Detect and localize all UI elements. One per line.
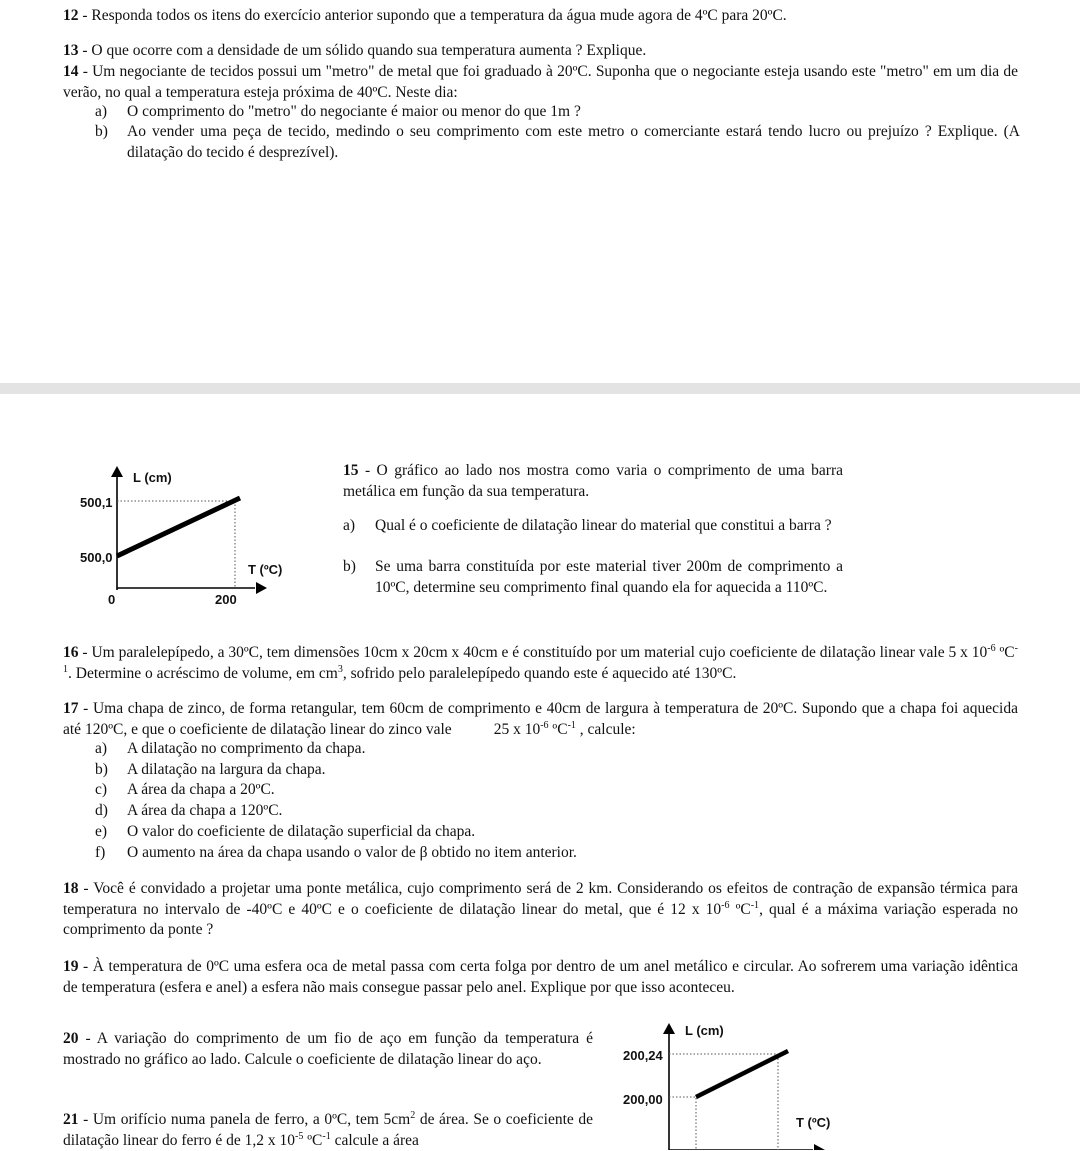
item-text: Se uma barra constituída por este material tiver 200m de comprimento a 10ºC, determine seu comprimento final quando ela for aquecida a 110ºC. xyxy=(375,558,843,596)
item-label: a) xyxy=(343,517,356,534)
question-text: - Um paralelepípedo, a 30ºC, tem dimensões 10cm x 20cm x 40cm e é constituído por um material cujo coeficiente de dilatação linear vale 5 x 10 xyxy=(78,644,988,661)
exponent: -6 xyxy=(721,899,730,911)
exponent: -5 xyxy=(294,1130,304,1142)
unit: ºC xyxy=(729,900,751,918)
graph-origin: 0 xyxy=(108,592,116,607)
exponent: -6 xyxy=(987,643,996,654)
item-text: A dilatação na largura da chapa. xyxy=(127,761,326,778)
question-text: - Um orifício numa panela de ferro, a 0ºC, tem 5cm xyxy=(78,1111,411,1128)
unit: ºC xyxy=(303,1131,323,1149)
graph-q15 xyxy=(75,460,305,610)
question-text: - O gráfico ao lado nos mostra como varia o comprimento de uma barra metálica em função da sua temperatura. xyxy=(343,462,843,500)
item-text: A dilatação no comprimento da chapa. xyxy=(127,740,366,757)
list-item xyxy=(95,102,1020,123)
question-number: 15 xyxy=(343,462,359,479)
list-item xyxy=(95,122,1020,164)
graph-y-label: L (cm) xyxy=(133,470,172,485)
graph-x-label: T (ºC) xyxy=(796,1115,831,1130)
question-19 xyxy=(63,957,1018,998)
question-number: 21 xyxy=(63,1111,79,1128)
question-21 xyxy=(63,1110,593,1151)
question-12 xyxy=(63,6,1020,27)
list-item xyxy=(95,780,995,801)
question-text: . Determine o acréscimo de volume, em cm xyxy=(68,664,338,682)
item-text: A área da chapa a 20ºC. xyxy=(127,781,275,798)
graph-y-tick-top: 200,24 xyxy=(623,1048,663,1063)
graph-x-tick: 200 xyxy=(215,592,237,607)
question-number: 17 xyxy=(63,700,79,717)
list-item xyxy=(95,760,995,781)
unit: ºC xyxy=(548,720,568,738)
question-15 xyxy=(343,461,843,502)
question-14 xyxy=(63,62,1018,103)
item-text: A área da chapa a 120ºC. xyxy=(127,802,283,819)
question-16 xyxy=(63,643,1018,684)
question-text: - Um negociante de tecidos possui um "metro" de metal que foi graduado à 20ºC. Suponha que o negociante esteja usando este "metro" em um dia de verão, no qual a temperatura esteja próxima de 40ºC. Neste dia: xyxy=(63,63,1018,101)
graph-q20 xyxy=(618,1018,848,1150)
item-label: d) xyxy=(95,802,108,819)
coefficient: 25 x 10 xyxy=(493,720,541,738)
question-number: 18 xyxy=(63,880,79,897)
item-label: b) xyxy=(343,558,356,575)
exponent: -1 xyxy=(322,1130,331,1142)
list-item xyxy=(343,557,843,620)
item-label: b) xyxy=(95,123,108,140)
question-text: , qual é a máxima variação esperada no comprimento da ponte ? xyxy=(63,900,1018,938)
exponent: -1 xyxy=(567,719,576,731)
list-item xyxy=(95,739,995,760)
graph-y-tick-bottom: 200,00 xyxy=(623,1092,663,1107)
question-text: - Responda todos os itens do exercício anterior supondo que a temperatura da água mude agora de 4ºC para 20ºC. xyxy=(78,7,787,24)
unit: ºC xyxy=(995,644,1015,661)
item-text: Qual é o coeficiente de dilatação linear do material que constitui a barra ? xyxy=(375,517,832,534)
question-text: calcule a área xyxy=(330,1131,419,1149)
question-number: 16 xyxy=(63,644,79,661)
graph-y-tick-top: 500,1 xyxy=(80,495,113,510)
item-text: O comprimento do "metro" do negociante é maior ou menor do que 1m ? xyxy=(127,103,581,120)
question-text: - O que ocorre com a densidade de um sólido quando sua temperatura aumenta ? Explique. xyxy=(78,42,647,59)
page-separator xyxy=(0,383,1080,394)
question-number: 19 xyxy=(63,958,79,975)
item-text: Ao vender uma peça de tecido, medindo o seu comprimento com este metro o comerciante estará tendo lucro ou prejuízo ? Explique. (A dilatação do tecido é desprezível). xyxy=(127,123,1020,161)
item-label: a) xyxy=(95,740,108,757)
list-item xyxy=(95,801,995,822)
exponent: -6 xyxy=(540,719,549,731)
question-number: 12 xyxy=(63,7,79,24)
question-text: - A variação do comprimento de um fio de aço em função da temperatura é mostrado no gráfico ao lado. Calcule o coeficiente de dilatação linear do aço. xyxy=(63,1030,593,1068)
item-label: c) xyxy=(95,781,108,798)
item-label: e) xyxy=(95,823,108,840)
question-13 xyxy=(63,41,1020,62)
list-item xyxy=(343,516,843,558)
graph-q15-axes xyxy=(75,460,305,610)
question-number: 13 xyxy=(63,42,79,59)
list-item xyxy=(95,822,995,843)
question-text: , sofrido pelo paralelepípedo quando este é aquecido até 130ºC. xyxy=(342,664,737,682)
question-17 xyxy=(63,699,1018,740)
question-text: , calcule: xyxy=(575,720,636,738)
graph-y-tick-bottom: 500,0 xyxy=(80,550,113,565)
item-text: O valor do coeficiente de dilatação superficial da chapa. xyxy=(127,823,476,840)
question-text: - Uma chapa de zinco, de forma retangular, tem 60cm de comprimento e 40cm de largura à temperatura de 20ºC. Supondo que a chapa foi aquecida até 120ºC, e que o coeficiente de dilatação linear do zinco vale xyxy=(63,700,1018,738)
question-text: - Você é convidado a projetar uma ponte metálica, cujo comprimento será de 2 km. Considerando os efeitos de contração de expansão térmica para temperatura no intervalo de -40ºC e 40ºC e o coeficiente de dilatação linear do metal, que é 12 x 10 xyxy=(63,880,1018,918)
question-number: 14 xyxy=(63,63,79,80)
question-text: - À temperatura de 0ºC uma esfera oca de metal passa com certa folga por dentro de um anel metálico e circular. Ao sofrerem uma variação idêntica de temperatura (esfera e anel) a esfera não mais consegue passar pelo anel. Explique por que isso aconteceu. xyxy=(63,958,1018,996)
exponent: 2 xyxy=(410,1110,416,1121)
exponent: -1 xyxy=(750,899,760,911)
question-20 xyxy=(63,1029,593,1070)
graph-x-label: T (ºC) xyxy=(248,562,283,577)
list-item xyxy=(95,843,995,864)
graph-y-label: L (cm) xyxy=(685,1023,724,1038)
question-text: de área. Se o coeficiente de dilatação linear do ferro é de 1,2 x 10 xyxy=(63,1111,593,1149)
exponent: -1 xyxy=(63,643,1018,675)
item-label: b) xyxy=(95,761,108,778)
item-text: O aumento na área da chapa usando o valor de β obtido no item anterior. xyxy=(127,844,577,861)
item-label: a) xyxy=(95,103,108,120)
question-number: 20 xyxy=(63,1030,79,1047)
question-18 xyxy=(63,879,1018,941)
exponent: 3 xyxy=(337,663,343,675)
item-label: f) xyxy=(95,844,106,861)
